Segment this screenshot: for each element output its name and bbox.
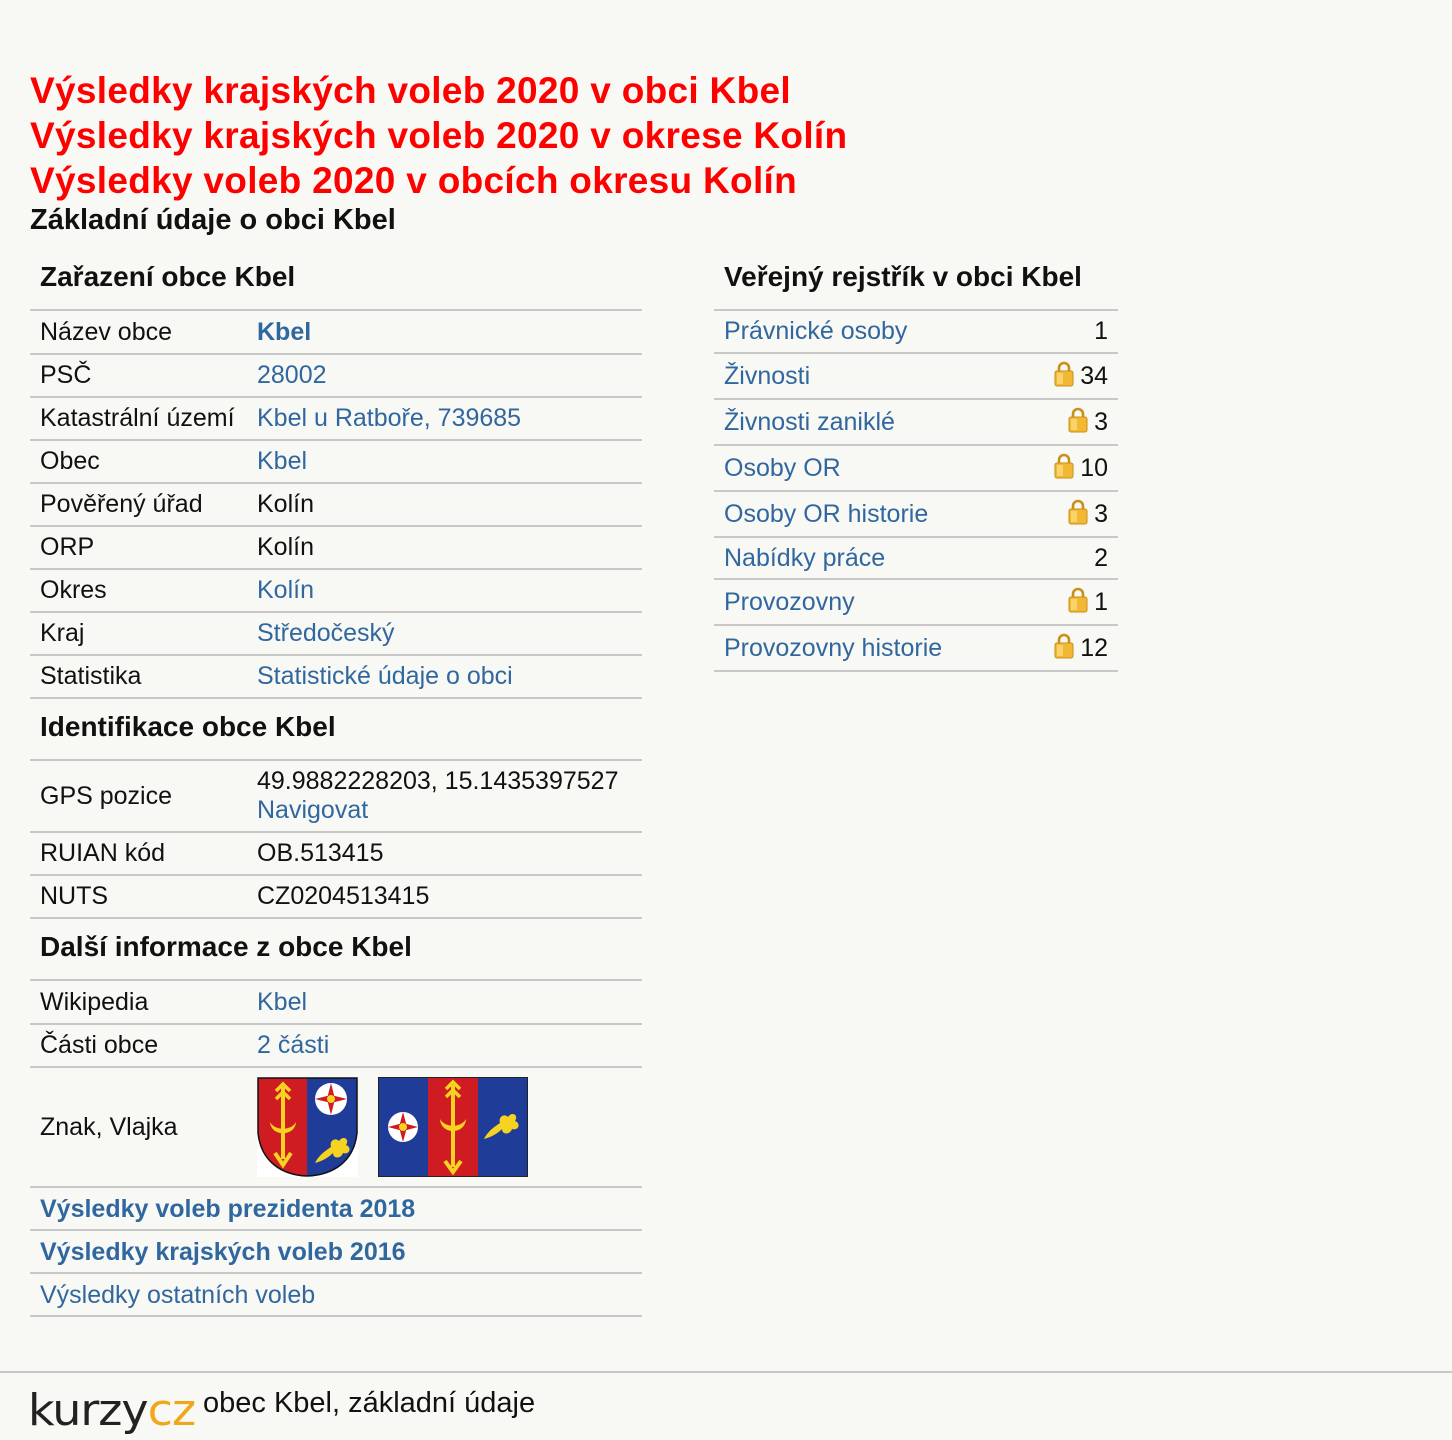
psc-link[interactable]: 28002 <box>257 361 327 389</box>
rejstrik-count: 1 <box>1094 317 1108 345</box>
table-row <box>714 399 1118 445</box>
rejstrik-table <box>714 311 1118 672</box>
kurzy-logo[interactable] <box>28 1384 195 1435</box>
rejstrik-item-link[interactable]: Právnické osoby <box>724 317 908 345</box>
okres-link[interactable]: Kolín <box>257 576 314 604</box>
table-row <box>30 526 642 569</box>
footer-caption: obec Kbel, základní údaje <box>203 1387 536 1419</box>
table-row <box>30 832 642 875</box>
row-label: Wikipedia <box>30 981 247 1024</box>
page-title: Základní údaje o obci Kbel <box>30 204 396 236</box>
zarazeni-table <box>30 311 642 699</box>
row-label: Části obce <box>30 1024 247 1067</box>
election-links <box>30 68 847 203</box>
gps-coordinates: 49.9882228203, 15.1435397527 <box>257 767 619 795</box>
katastralni-uzemi-link[interactable]: Kbel u Ratboře, 739685 <box>257 404 522 432</box>
dalsi-table <box>30 981 642 1188</box>
rejstrik-item-link[interactable]: Provozovny historie <box>724 633 943 662</box>
table-row <box>714 491 1118 537</box>
povereny-urad-value: Kolín <box>247 483 642 526</box>
link-krajske-volby-2016[interactable]: Výsledky krajských voleb 2016 <box>40 1238 406 1266</box>
table-row <box>30 612 642 655</box>
row-label: ORP <box>30 526 247 569</box>
table-row <box>30 655 642 698</box>
table-row <box>30 440 642 483</box>
link-krajske-volby-okres[interactable]: Výsledky krajských voleb 2020 v okrese Kolín <box>30 115 848 156</box>
row-label: Kraj <box>30 612 247 655</box>
rejstrik-count: 34 <box>1080 362 1108 390</box>
rejstrik-item-link[interactable]: Nabídky práce <box>724 543 886 572</box>
table-row <box>30 397 642 440</box>
logo-text-b: cz <box>147 1384 196 1436</box>
list-item <box>30 1274 642 1317</box>
table-row <box>30 569 642 612</box>
table-row <box>30 483 642 526</box>
logo-text-a: kurzy <box>28 1384 148 1436</box>
rejstrik-item-link[interactable]: Živnosti <box>724 361 811 390</box>
table-row <box>714 579 1118 625</box>
link-ostatni-volby[interactable]: Výsledky ostatních voleb <box>40 1281 316 1309</box>
table-row <box>30 1024 642 1067</box>
table-row <box>714 445 1118 491</box>
list-item <box>30 1231 642 1274</box>
wikipedia-link[interactable]: Kbel <box>257 987 308 1016</box>
lock-icon <box>1054 633 1074 659</box>
footer <box>0 1371 1452 1440</box>
table-row <box>30 761 642 832</box>
lock-icon <box>1068 587 1088 613</box>
flag-icon <box>378 1077 528 1177</box>
row-label: Statistika <box>30 655 247 698</box>
row-label: Obec <box>30 440 247 483</box>
kraj-link[interactable]: Středočeský <box>257 619 395 647</box>
table-row <box>714 625 1118 671</box>
link-krajske-volby-obec[interactable]: Výsledky krajských voleb 2020 v obci Kbel <box>30 70 791 111</box>
rejstrik-count: 1 <box>1094 588 1108 616</box>
table-row <box>714 537 1118 579</box>
nuts-value: CZ0204513415 <box>247 875 642 918</box>
row-label: Pověřený úřad <box>30 483 247 526</box>
row-label: Katastrální území <box>30 397 247 440</box>
row-label: Okres <box>30 569 247 612</box>
row-label: NUTS <box>30 875 247 918</box>
navigovat-link[interactable]: Navigovat <box>257 796 369 824</box>
table-row <box>30 875 642 918</box>
lock-icon <box>1054 361 1074 387</box>
nazev-obce-link[interactable]: Kbel <box>257 317 312 346</box>
orp-value: Kolín <box>247 526 642 569</box>
left-column <box>30 250 642 1317</box>
table-row <box>30 981 642 1024</box>
rejstrik-item-link[interactable]: Živnosti zaniklé <box>724 407 895 436</box>
obec-link[interactable]: Kbel <box>257 447 308 475</box>
table-row <box>714 353 1118 399</box>
section-title-dalsi: Další informace z obce Kbel <box>30 919 642 981</box>
rejstrik-count: 3 <box>1094 408 1108 436</box>
row-label: GPS pozice <box>30 761 247 832</box>
table-row <box>30 354 642 397</box>
rejstrik-count: 12 <box>1080 634 1108 662</box>
rejstrik-item-link[interactable]: Osoby OR historie <box>724 499 929 528</box>
coat-of-arms-icon <box>257 1077 358 1177</box>
lock-icon <box>1054 453 1074 479</box>
lock-icon <box>1068 499 1088 525</box>
table-row <box>30 311 642 354</box>
section-title-rejstrik: Veřejný rejstřík v obci Kbel <box>714 250 1118 311</box>
link-volby-obce-okresu[interactable]: Výsledky voleb 2020 v obcích okresu Kolín <box>30 160 798 201</box>
row-label: Název obce <box>30 311 247 354</box>
ruian-value: OB.513415 <box>247 832 642 875</box>
right-column <box>714 250 1118 672</box>
rejstrik-item-link[interactable]: Provozovny <box>724 587 855 616</box>
identifikace-table <box>30 761 642 919</box>
row-label: PSČ <box>30 354 247 397</box>
row-label: Znak, Vlajka <box>30 1067 247 1187</box>
row-label: RUIAN kód <box>30 832 247 875</box>
table-row <box>714 311 1118 353</box>
statistika-link[interactable]: Statistické údaje o obci <box>257 662 513 690</box>
lock-icon <box>1068 407 1088 433</box>
link-volby-prezidenta-2018[interactable]: Výsledky voleb prezidenta 2018 <box>40 1195 416 1223</box>
section-title-identifikace: Identifikace obce Kbel <box>30 699 642 761</box>
rejstrik-count: 3 <box>1094 500 1108 528</box>
table-row <box>30 1067 642 1187</box>
casti-obce-link[interactable]: 2 části <box>257 1031 330 1059</box>
rejstrik-count: 10 <box>1080 454 1108 482</box>
rejstrik-count: 2 <box>1094 543 1108 572</box>
section-title-zarazeni: Zařazení obce Kbel <box>30 250 642 311</box>
list-item <box>30 1188 642 1231</box>
rejstrik-item-link[interactable]: Osoby OR <box>724 453 841 482</box>
